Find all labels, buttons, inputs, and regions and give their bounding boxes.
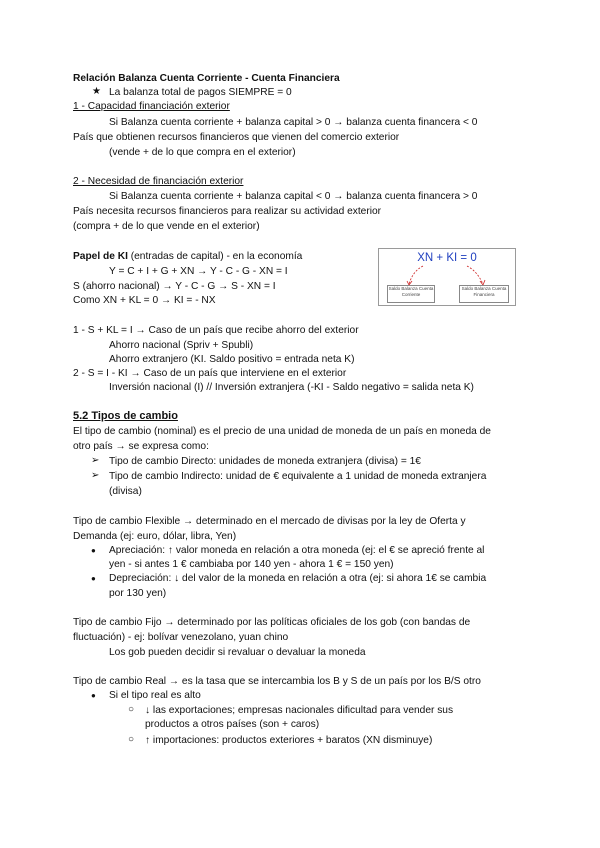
arrow-bullet-icon: ➢	[91, 470, 100, 481]
arrow-bullet-icon: ➢	[91, 455, 100, 466]
ki-equation-1: Y = C + I + G + XN → Y - C - G - XN = I	[109, 266, 288, 277]
need-description: País necesita recursos financieros para realizar su actividad exterior	[73, 206, 382, 217]
depreciacion-2: por 130 yen)	[109, 588, 167, 599]
flexible-1: Tipo de cambio Flexible → determinado en el mercado de divisas por la ley de Oferta y	[73, 516, 466, 527]
star-bullet-icon: ★	[92, 86, 101, 97]
dot-bullet-icon: ●	[91, 546, 96, 555]
diagram-right-box: Saldo Balanza Cuenta Financiera	[459, 285, 509, 303]
section-title: Relación Balanza Cuenta Corriente - Cuenta Financiera	[73, 73, 340, 84]
capacity-note: (vende + de lo que compra en el exterior)	[109, 147, 296, 158]
case-1: 1 - S + KL = I → Caso de un país que recibe ahorro del exterior	[73, 325, 359, 336]
tipos-heading: 5.2 Tipos de cambio	[73, 410, 178, 422]
importaciones: ↑ importaciones: productos exteriores + baratos (XN disminuye)	[145, 735, 433, 746]
tipos-intro-1: El tipo de cambio (nominal) es el precio de una unidad de moneda de un país en moneda de	[73, 426, 491, 437]
case-1-b: Ahorro extranjero (KI. Saldo positivo = entrada neta K)	[109, 354, 355, 365]
diagram-left-box: Saldo Balanza Cuenta Corriente	[387, 285, 435, 303]
exportaciones-2: productos a otros países (son + caros)	[145, 719, 320, 730]
capacity-heading: 1 - Capacidad financiación exterior	[73, 101, 230, 112]
tipo-indirecto-1: Tipo de cambio Indirecto: unidad de € equivalente a 1 unidad de moneda extranjera	[109, 471, 487, 482]
diagram-title: XN + KI = 0	[417, 252, 477, 264]
tipo-directo: Tipo de cambio Directo: unidades de moneda extranjera (divisa) = 1€	[109, 456, 421, 467]
ki-title	[73, 250, 302, 263]
dot-bullet-icon: ●	[91, 574, 96, 583]
star-item: La balanza total de pagos SIEMPRE = 0	[109, 87, 292, 98]
fijo-3: Los gob pueden decidir si revaluar o devaluar la moneda	[109, 647, 366, 658]
flexible-2: Demanda (ej: euro, dólar, libra, Yen)	[73, 531, 237, 542]
real-1: Tipo de cambio Real → es la tasa que se intercambia los B y S de un país por los B/S otro	[73, 676, 481, 687]
real-alto: Si el tipo real es alto	[109, 690, 201, 701]
depreciacion-1: Depreciación: ↓ del valor de la moneda en relación a otra (ej: si ahora 1€ se cambia	[109, 573, 487, 584]
tipo-indirecto-2: (divisa)	[109, 486, 142, 497]
ki-equation-3: Como XN + KL = 0 → KI = - NX	[73, 295, 216, 306]
left-arrow-icon	[409, 266, 423, 284]
case-1-a: Ahorro nacional (Spriv + Spubli)	[109, 340, 254, 351]
fijo-1: Tipo de cambio Fijo → determinado por las políticas oficiales de los gob (con bandas de	[73, 617, 471, 628]
case-2-a: Inversión nacional (I) // Inversión extranjera (-KI - Saldo negativo = salida neta K)	[109, 382, 474, 393]
exportaciones-1: ↓ las exportaciones; empresas nacionales dificultad para vender sus	[145, 705, 454, 716]
circle-bullet-icon: ○	[128, 704, 135, 715]
ki-title-rest: (entradas de capital) - en la economía	[127, 251, 303, 262]
apreciacion-1: Apreciación: ↑ valor moneda en relación a otra moneda (ej: el € se apreció frente al	[109, 545, 485, 556]
need-note: (compra + de lo que vende en el exterior)	[73, 221, 260, 232]
need-rule: Si Balanza cuenta corriente + balanza capital < 0 → balanza cuenta financera > 0	[109, 191, 478, 202]
case-2: 2 - S = I - KI → Caso de un país que interviene en el exterior	[73, 368, 347, 379]
xn-ki-diagram	[378, 248, 516, 306]
circle-bullet-icon: ○	[128, 734, 135, 745]
dot-bullet-icon: ●	[91, 691, 96, 700]
apreciacion-2: yen - si antes 1 € cambiaba por 140 yen - ahora 1 € = 150 yen)	[109, 559, 394, 570]
tipos-intro-2: otro país → se expresa como:	[73, 441, 209, 452]
capacity-description: País que obtienen recursos financieros que vienen del comercio exterior	[73, 132, 400, 143]
ki-title-bold: Papel de KI	[73, 251, 128, 262]
fijo-2: fluctuación) - ej: bolívar venezolano, yuan chino	[73, 632, 289, 643]
ki-equation-2: S (ahorro nacional) → Y - C - G → S - XN = I	[73, 281, 276, 292]
capacity-rule: Si Balanza cuenta corriente + balanza capital > 0 → balanza cuenta financera < 0	[109, 117, 478, 128]
need-heading: 2 - Necesidad de financiación exterior	[73, 176, 244, 187]
